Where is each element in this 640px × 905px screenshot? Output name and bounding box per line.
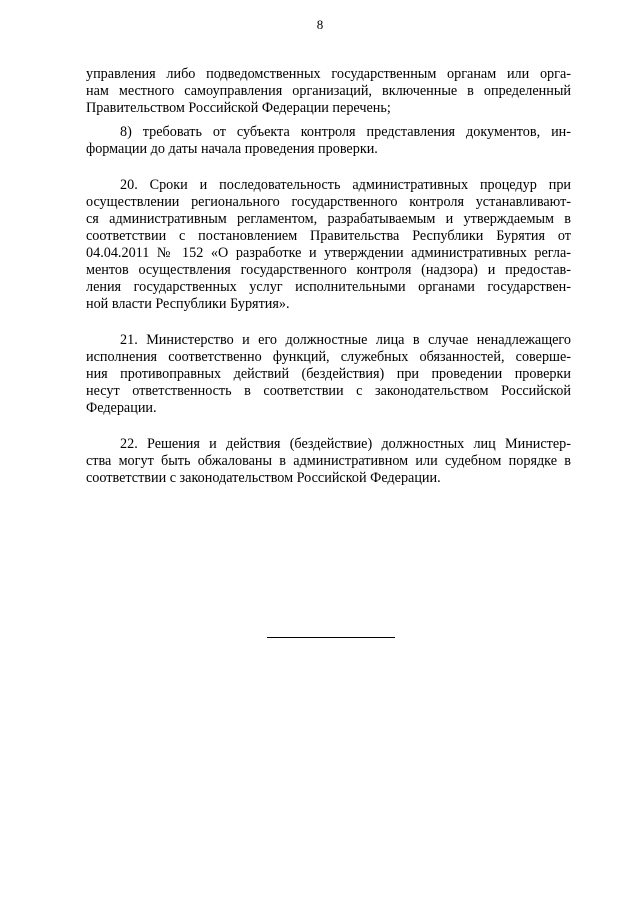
paragraph-line: формации до даты начала проведения проверки. [86, 141, 378, 157]
paragraph-line: 20. Сроки и последовательность административных процедур при [120, 177, 571, 193]
paragraph-line: ления государственных услуг исполнительными органами государствен- [86, 279, 571, 295]
paragraph-line: осуществлении регионального государственного контроля устанавливают- [86, 194, 571, 210]
paragraph-line: ся административным регламентом, разрабатываемым и утверждаемым в [86, 211, 571, 227]
paragraph-line: 04.04.2011 № 152 «О разработке и утверждении административных регла- [86, 245, 571, 261]
page-number: 8 [316, 17, 324, 32]
paragraph-line: Правительством Российской Федерации перечень; [86, 100, 391, 116]
paragraph-line: 22. Решения и действия (бездействие) должностных лиц Министер- [120, 436, 571, 452]
paragraph-line: Федерации. [86, 400, 157, 416]
paragraph-line: ной власти Республики Бурятия». [86, 296, 290, 312]
paragraph-line: нам местного самоуправления организаций, включенные в определенный [86, 83, 571, 99]
end-of-document-rule [267, 637, 395, 638]
paragraph-line: соответствии с законодательством Российской Федерации. [86, 470, 441, 486]
paragraph-line: 21. Министерство и его должностные лица в случае ненадлежащего [120, 332, 571, 348]
paragraph-line: управления либо подведомственных государственным органам или орга- [86, 66, 571, 82]
paragraph-line: несут ответственность в соответствии с законодательством Российской [86, 383, 571, 399]
paragraph-line: ния противоправных действий (бездействия) при проведении проверки [86, 366, 571, 382]
paragraph-line: 8) требовать от субъекта контроля представления документов, ин- [120, 124, 571, 140]
paragraph-line: соответствии с постановлением Правительства Республики Бурятия от [86, 228, 571, 244]
paragraph-line: ментов осуществления государственного контроля (надзора) и предостав- [86, 262, 571, 278]
paragraph-line: ства могут быть обжалованы в административном или судебном порядке в [86, 453, 571, 469]
paragraph-line: исполнения соответственно функций, служебных обязанностей, соверше- [86, 349, 571, 365]
